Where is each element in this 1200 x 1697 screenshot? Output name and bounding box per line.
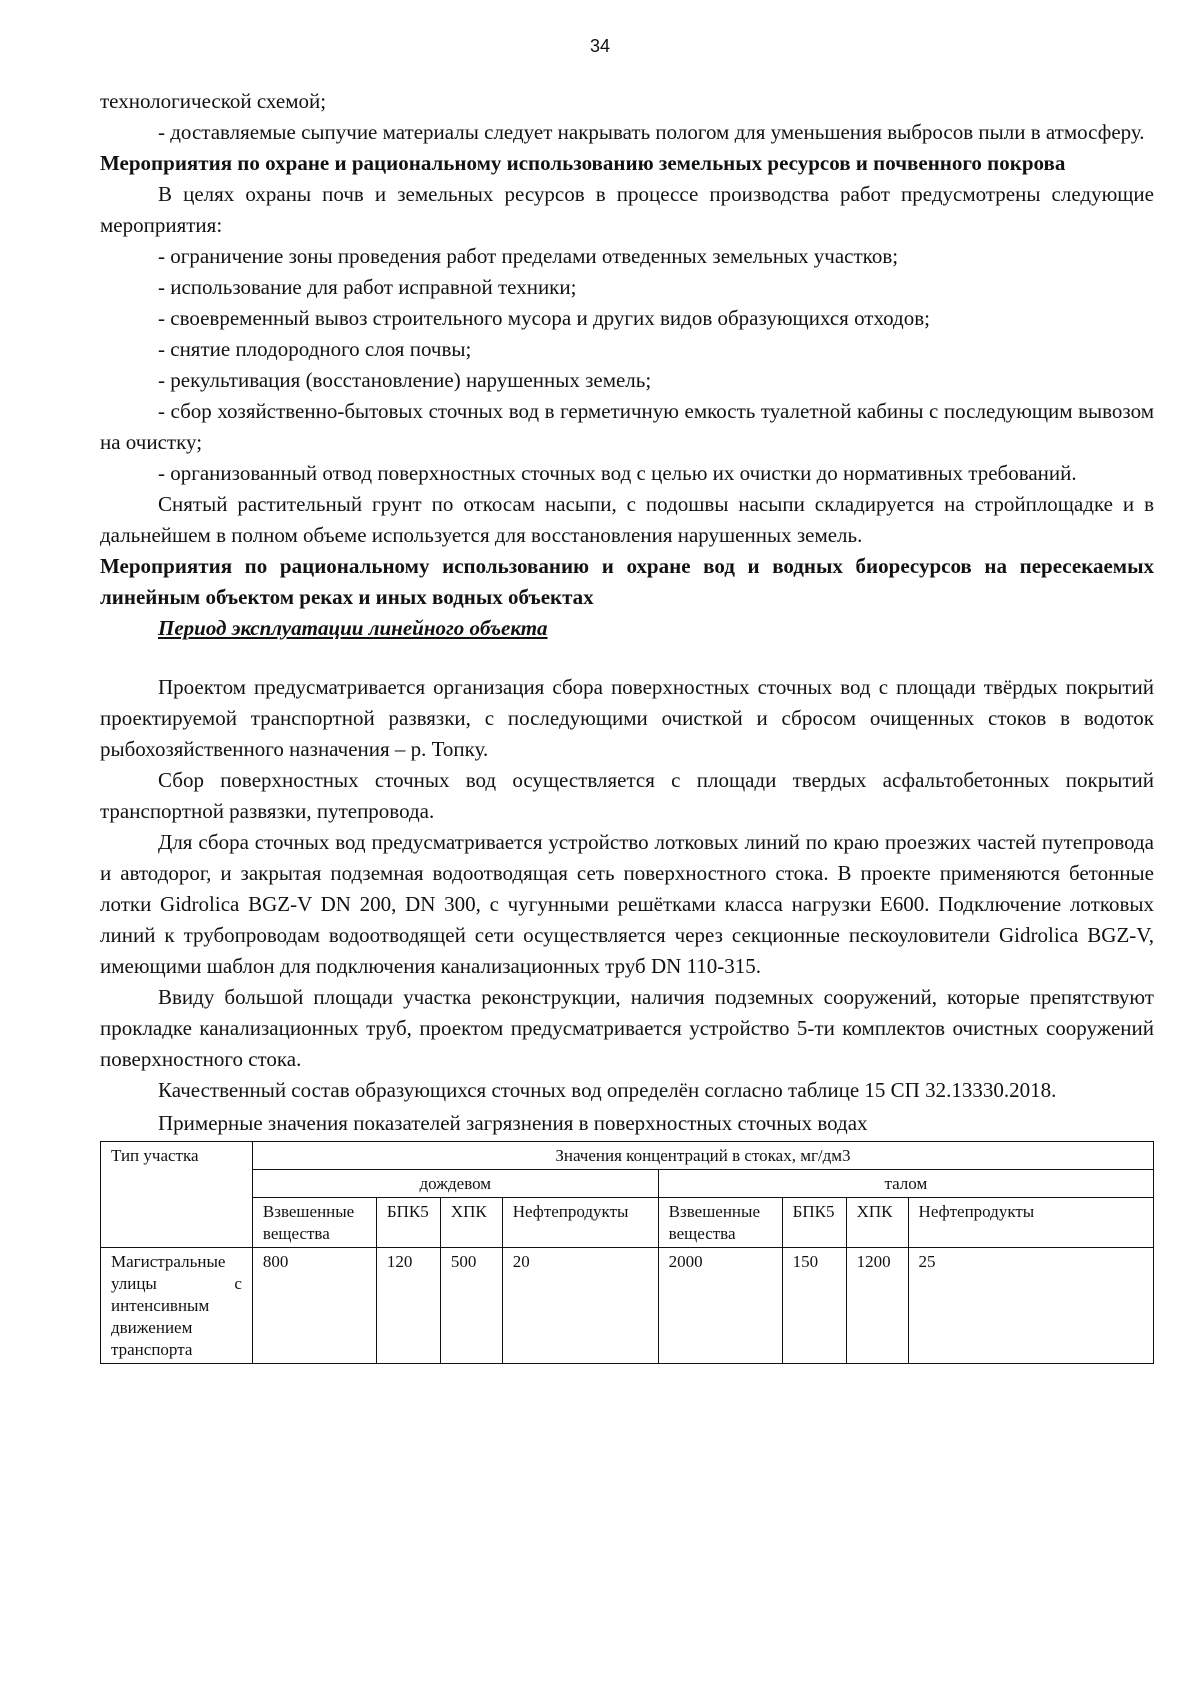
row-type-line: транспорта — [111, 1340, 193, 1359]
row-type-line — [111, 1273, 242, 1295]
paragraph: Проектом предусматривается организация сбора поверхностных сточных вод с площади твёрдых покрытий проектируемой транспортной развязки, с последующими очисткой и сбросом очищенных стоков в водоток рыбохозяйственного назначения – р. Топку. — [100, 675, 1154, 761]
paragraph: - доставляемые сыпучие материалы следует накрывать пологом для уменьшения выбросов пыли в атмосферу. — [158, 120, 1145, 144]
paragraph: Для сбора сточных вод предусматривается устройство лотковых линий по краю проезжих частей путепровода и автодорог, и закрытая подземная водоотводящая сеть поверхностного стока. В проекте применяются бетонные лотки Gidrolica BGZ-V DN 200, DN 300, с чугунными решётками класса нагрузки Е600. Подключение лотковых линий к трубопроводам водоотводящей сети осуществляется через секционные пескоуловители Gidrolica BGZ-V, имеющими шаблон для подключения канализационных труб DN 110-315. — [100, 830, 1154, 978]
value-cell: 2000 — [658, 1248, 782, 1364]
paragraph: В целях охраны почв и земельных ресурсов в процессе производства работ предусмотрены следующие мероприятия: — [100, 182, 1154, 237]
value-cell: 25 — [908, 1248, 1153, 1364]
section-heading: Мероприятия по рациональному использованию и охране вод и водных биоресурсов на пересекаемых линейным объектом реках и иных водных объектах — [100, 554, 1154, 609]
table-header-row — [101, 1198, 1154, 1248]
spacer — [100, 644, 1154, 672]
value-cell: 800 — [252, 1248, 376, 1364]
subsection-heading: Период эксплуатации линейного объекта — [158, 616, 548, 640]
header-cell-melt: талом — [658, 1170, 1153, 1198]
header-cell-values: Значения концентраций в стоках, мг/дм3 — [252, 1142, 1153, 1170]
paragraph: Сбор поверхностных сточных вод осуществляется с площади твердых асфальтобетонных покрытий транспортной развязки, путепровода. — [100, 768, 1154, 823]
list-item: - своевременный вывоз строительного мусора и других видов образующихся отходов; — [158, 306, 930, 330]
row-type-line: интенсивным — [111, 1296, 210, 1315]
table-header-row — [101, 1170, 1154, 1198]
section-heading: Мероприятия по охране и рациональному использованию земельных ресурсов и почвенного покрова — [100, 151, 1066, 175]
table-caption: Примерные значения показателей загрязнения в поверхностных сточных водах — [158, 1111, 868, 1135]
row-type-word: с — [234, 1274, 242, 1293]
paragraph: Ввиду большой площади участка реконструкции, наличия подземных сооружений, которые препятствуют прокладке канализационных труб, проектом предусматривается устройство 5-ти комплектов очистных сооружений поверхностного стока. — [100, 985, 1154, 1071]
document-body — [100, 86, 1154, 1364]
value-cell: 150 — [782, 1248, 846, 1364]
value-cell: 120 — [376, 1248, 440, 1364]
header-cell: Взвешенные вещества — [252, 1198, 376, 1248]
list-item: - ограничение зоны проведения работ пределами отведенных земельных участков; — [158, 244, 899, 268]
row-type-cell — [101, 1248, 253, 1364]
value-cell: 20 — [502, 1248, 658, 1364]
list-item: - использование для работ исправной техники; — [158, 275, 577, 299]
header-cell-type: Тип участка — [101, 1142, 253, 1248]
table-row — [101, 1248, 1154, 1364]
paragraph: Качественный состав образующихся сточных вод определён согласно таблице 15 СП 32.13330.2018. — [158, 1078, 1057, 1102]
list-item: - сбор хозяйственно-бытовых сточных вод в герметичную емкость туалетной кабины с последующим вывозом на очистку; — [100, 399, 1154, 454]
row-type-line: Магистральные — [111, 1252, 226, 1271]
value-cell: 1200 — [846, 1248, 908, 1364]
header-cell: ХПК — [440, 1198, 502, 1248]
list-item: - снятие плодородного слоя почвы; — [158, 337, 472, 361]
page-number: 34 — [589, 36, 611, 56]
header-cell: БПК5 — [376, 1198, 440, 1248]
pollution-table — [100, 1141, 1154, 1364]
row-type-line: движением — [111, 1318, 193, 1337]
header-cell: ХПК — [846, 1198, 908, 1248]
list-item: - рекультивация (восстановление) нарушенных земель; — [158, 368, 652, 392]
paragraph: технологической схемой; — [100, 89, 327, 113]
paragraph: Снятый растительный грунт по откосам насыпи, с подошвы насыпи складируется на стройплощадке и в дальнейшем в полном объеме используется для восстановления нарушенных земель. — [100, 492, 1154, 547]
list-item: - организованный отвод поверхностных сточных вод с целью их очистки до нормативных требований. — [158, 461, 1077, 485]
row-type-word: улицы — [111, 1274, 157, 1293]
header-cell: Взвешенные вещества — [658, 1198, 782, 1248]
header-cell: Нефтепродукты — [502, 1198, 658, 1248]
value-cell: 500 — [440, 1248, 502, 1364]
table-header-row — [101, 1142, 1154, 1170]
header-cell: БПК5 — [782, 1198, 846, 1248]
header-cell: Нефтепродукты — [908, 1198, 1153, 1248]
header-cell-rain: дождевом — [252, 1170, 658, 1198]
